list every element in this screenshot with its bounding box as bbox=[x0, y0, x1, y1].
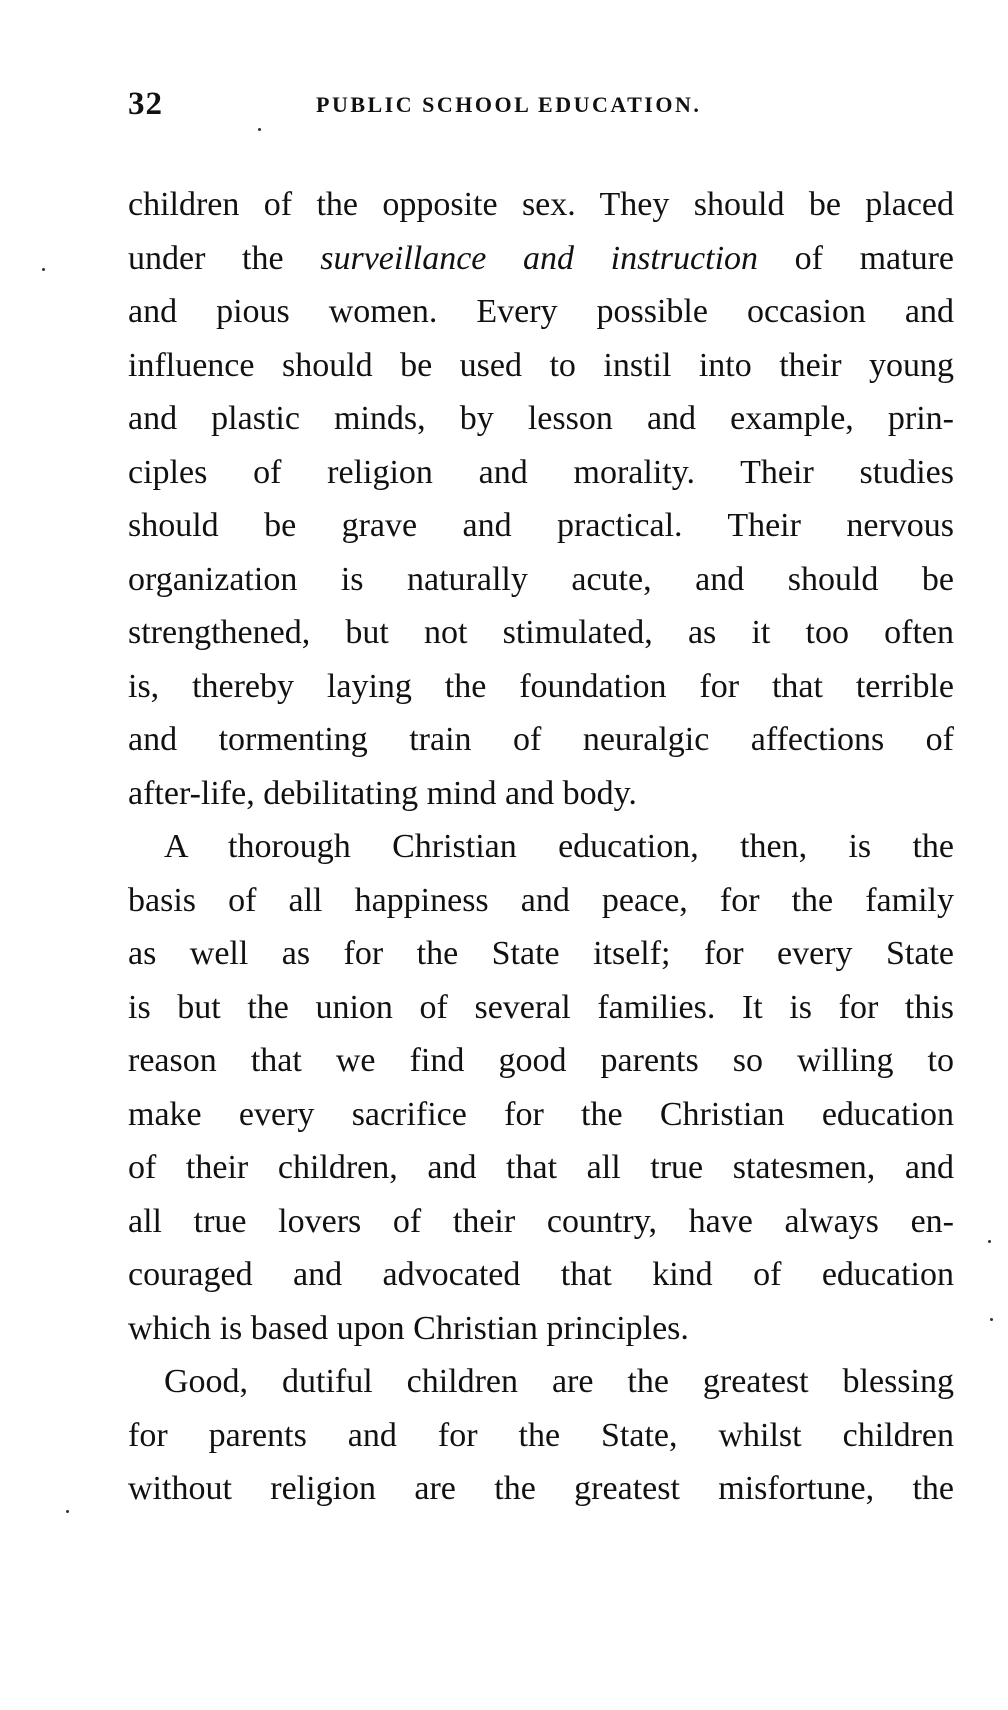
running-title: PUBLIC SCHOOL EDUCATION. bbox=[316, 92, 702, 117]
text-line bbox=[128, 285, 954, 339]
text-segment: which is based upon Christian principles. bbox=[128, 1309, 689, 1347]
text-line bbox=[128, 820, 954, 874]
text-segment: under the bbox=[128, 239, 321, 277]
text-segment: A thorough Christian education, then, is the bbox=[164, 828, 954, 865]
text-segment: of mature bbox=[758, 239, 955, 277]
text-line bbox=[128, 1302, 954, 1356]
text-segment: children of the opposite sex. They should be placed bbox=[128, 186, 954, 223]
text-line bbox=[128, 1195, 954, 1249]
text-segment: couraged and advocated that kind of education bbox=[128, 1256, 954, 1293]
scan-speck bbox=[42, 268, 45, 271]
text-segment: organization is naturally acute, and should be bbox=[128, 560, 954, 598]
text-segment: as well as for the State itself; for every State bbox=[128, 935, 954, 972]
paragraph bbox=[128, 178, 954, 820]
text-segment: ciples of religion and morality. Their studies bbox=[128, 453, 954, 491]
text-segment: reason that we find good parents so willing to bbox=[128, 1042, 954, 1079]
text-line bbox=[128, 1355, 954, 1409]
paragraph bbox=[128, 1355, 954, 1516]
text-line bbox=[128, 874, 954, 928]
running-head bbox=[128, 86, 828, 126]
text-line bbox=[128, 767, 954, 821]
text-segment: is, thereby laying the foundation for that terrible bbox=[128, 667, 954, 705]
scan-speck bbox=[990, 1318, 993, 1321]
text-segment: all true lovers of their country, have always en- bbox=[128, 1202, 954, 1240]
scan-speck bbox=[258, 128, 261, 131]
text-line bbox=[128, 1409, 954, 1463]
text-line bbox=[128, 339, 954, 393]
text-line bbox=[128, 392, 954, 446]
scan-speck bbox=[988, 1240, 991, 1243]
text-segment: influence should be used to instil into their young bbox=[128, 346, 954, 384]
text-line bbox=[128, 446, 954, 500]
page-number: 32 bbox=[128, 86, 163, 122]
text-segment: basis of all happiness and peace, for the family bbox=[128, 881, 954, 919]
text-segment: for parents and for the State, whilst children bbox=[128, 1416, 954, 1454]
text-line bbox=[128, 1034, 954, 1088]
scan-speck bbox=[66, 1510, 69, 1513]
text-line bbox=[128, 499, 954, 553]
text-line bbox=[128, 1462, 954, 1516]
text-segment: strengthened, but not stimulated, as it too often bbox=[128, 614, 954, 651]
text-segment: and plastic minds, by lesson and example, prin- bbox=[128, 400, 954, 437]
text-line bbox=[128, 232, 954, 286]
text-line bbox=[128, 713, 954, 767]
text-line bbox=[128, 178, 954, 232]
text-line bbox=[128, 981, 954, 1035]
text-segment: and pious women. Every possible occasion and bbox=[128, 293, 954, 330]
text-segment: of their children, and that all true statesmen, and bbox=[128, 1149, 954, 1186]
text-segment: and tormenting train of neuralgic affections of bbox=[128, 721, 954, 758]
text-line bbox=[128, 553, 954, 607]
paragraph bbox=[128, 820, 954, 1355]
text-segment: make every sacrifice for the Christian education bbox=[128, 1095, 954, 1133]
text-line bbox=[128, 606, 954, 660]
text-segment: after-life, debilitating mind and body. bbox=[128, 774, 637, 812]
body-text bbox=[128, 178, 954, 1516]
text-line bbox=[128, 1141, 954, 1195]
text-line bbox=[128, 660, 954, 714]
text-segment: without religion are the greatest misfortune, the bbox=[128, 1470, 954, 1507]
italic-phrase: surveillance and instruction bbox=[320, 239, 759, 277]
text-segment: Good, dutiful children are the greatest blessing bbox=[164, 1363, 954, 1400]
text-line bbox=[128, 1088, 954, 1142]
text-segment: is but the union of several families. It is for this bbox=[128, 988, 954, 1026]
text-line bbox=[128, 1248, 954, 1302]
text-segment: should be grave and practical. Their nervous bbox=[128, 507, 954, 544]
text-line bbox=[128, 927, 954, 981]
